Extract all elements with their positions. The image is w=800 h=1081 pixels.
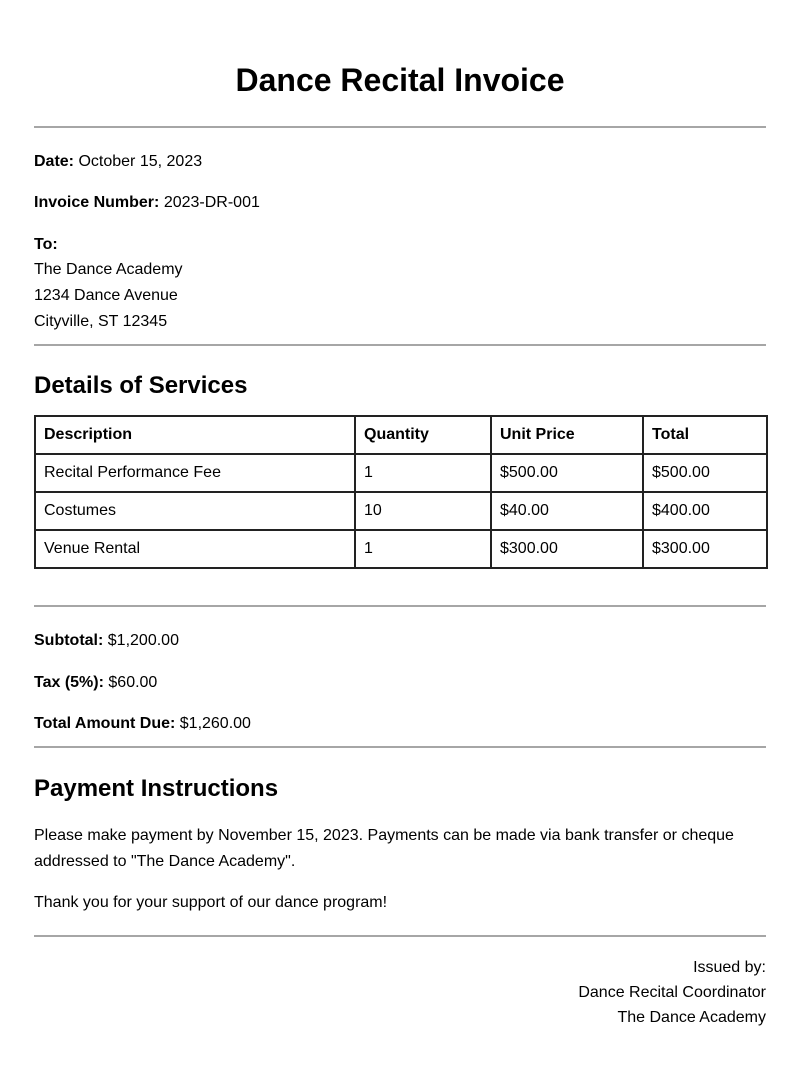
cell-quantity: 1 xyxy=(355,454,491,492)
payment-instructions-line-1: Please make payment by November 15, 2023. Payments can be made via bank transfer or cheque xyxy=(34,827,734,844)
tax-line xyxy=(34,673,157,693)
table-row xyxy=(35,492,767,530)
payment-instructions-line-2: addressed to "The Dance Academy". xyxy=(34,853,296,870)
date-value: October 15, 2023 xyxy=(78,153,203,170)
total-due-label: Total Amount Due: xyxy=(34,715,176,732)
recipient-label: To: xyxy=(34,236,58,253)
cell-quantity: 10 xyxy=(355,492,491,530)
subtotal-line xyxy=(34,631,179,651)
issued-by-label: Issued by: xyxy=(693,959,766,976)
invoice-number xyxy=(34,193,260,213)
recipient-name: The Dance Academy xyxy=(34,261,183,278)
table-header-row xyxy=(35,416,767,454)
cell-total: $300.00 xyxy=(643,530,767,568)
subtotal-label: Subtotal: xyxy=(34,632,104,649)
divider xyxy=(34,746,766,748)
cell-total: $500.00 xyxy=(643,454,767,492)
divider xyxy=(34,126,766,128)
payment-heading: Payment Instructions xyxy=(34,775,279,802)
services-heading: Details of Services xyxy=(34,372,248,399)
divider xyxy=(34,605,766,607)
table-row xyxy=(35,530,767,568)
tax-value: $60.00 xyxy=(108,674,158,691)
invoice-title: Dance Recital Invoice xyxy=(235,62,565,98)
date-label: Date: xyxy=(34,153,75,170)
total-due-line xyxy=(34,714,251,734)
issuer-role: Dance Recital Coordinator xyxy=(578,984,766,1001)
services-table xyxy=(34,415,768,569)
cell-unit-price: $40.00 xyxy=(491,492,643,530)
cell-description: Costumes xyxy=(35,492,355,530)
issuer-organization: The Dance Academy xyxy=(617,1009,766,1026)
cell-quantity: 1 xyxy=(355,530,491,568)
divider xyxy=(34,935,766,937)
tax-label: Tax (5%): xyxy=(34,674,104,691)
column-header-total: Total xyxy=(643,416,767,454)
thank-you-note: Thank you for your support of our dance program! xyxy=(34,894,388,911)
invoice-date xyxy=(34,152,202,172)
column-header-quantity: Quantity xyxy=(355,416,491,454)
invoice-number-label: Invoice Number: xyxy=(34,194,160,211)
recipient-block xyxy=(34,235,58,255)
divider xyxy=(34,344,766,346)
column-header-description: Description xyxy=(35,416,355,454)
cell-description: Venue Rental xyxy=(35,530,355,568)
subtotal-value: $1,200.00 xyxy=(107,632,179,649)
recipient-street: 1234 Dance Avenue xyxy=(34,287,178,304)
recipient-city: Cityville, ST 12345 xyxy=(34,313,168,330)
total-due-value: $1,260.00 xyxy=(179,715,251,732)
cell-unit-price: $500.00 xyxy=(491,454,643,492)
cell-total: $400.00 xyxy=(643,492,767,530)
cell-unit-price: $300.00 xyxy=(491,530,643,568)
cell-description: Recital Performance Fee xyxy=(35,454,355,492)
table-row xyxy=(35,454,767,492)
invoice-number-value: 2023-DR-001 xyxy=(163,194,260,211)
column-header-unit-price: Unit Price xyxy=(491,416,643,454)
